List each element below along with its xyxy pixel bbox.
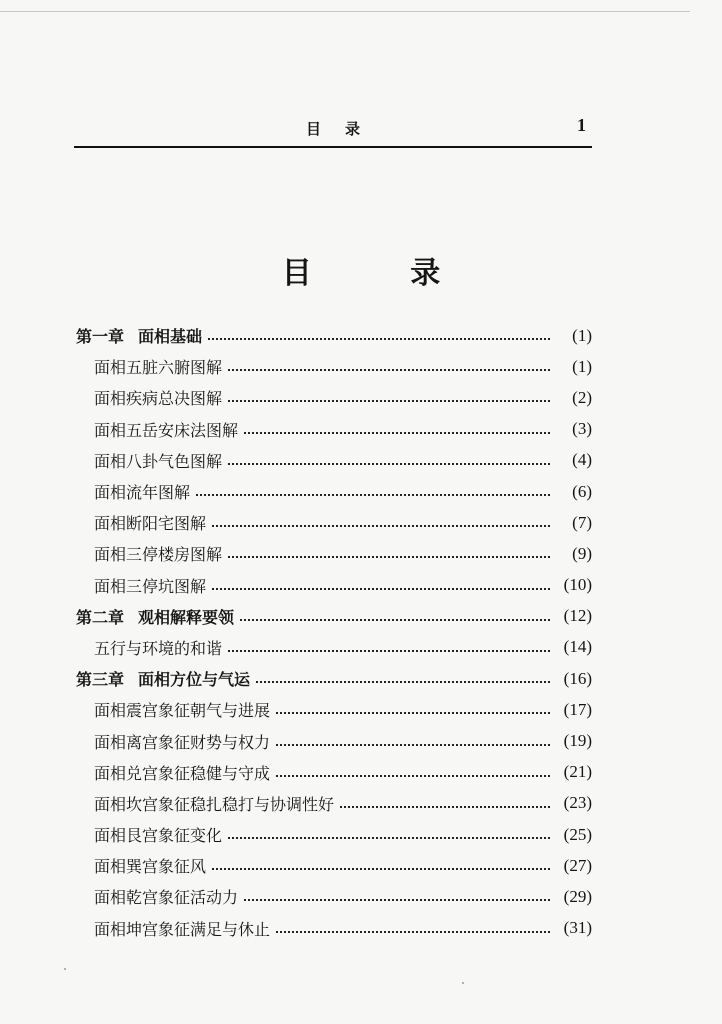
- toc-page-number: (25): [563, 824, 592, 844]
- toc-page-number: (1): [572, 325, 592, 345]
- toc-page-number: (6): [572, 481, 592, 501]
- toc-dot-leader: [228, 462, 550, 465]
- toc-page-number: (1): [572, 356, 592, 376]
- toc-page-number: (12): [563, 606, 592, 626]
- toc-entry-title: 面相断阳宅图解: [94, 514, 207, 534]
- toc-entry-title: 面相乾宫象征活动力: [94, 888, 239, 908]
- toc-section-row[interactable]: [76, 570, 592, 601]
- toc-chapter-row[interactable]: [76, 601, 592, 632]
- toc-page-number: (31): [563, 918, 592, 938]
- toc-section-row[interactable]: [76, 507, 592, 538]
- toc-dot-leader: [244, 898, 550, 901]
- toc-page-number: (19): [563, 731, 592, 751]
- toc-entry-title: 面相艮宫象征变化: [94, 826, 223, 846]
- scan-speck: [64, 968, 66, 970]
- toc-dot-leader: [196, 493, 550, 496]
- toc-entry-title: 面相基础: [138, 327, 203, 347]
- toc-dot-leader: [276, 743, 550, 746]
- toc-dot-leader: [340, 805, 550, 808]
- toc-entry-title: 面相离宫象征财势与权力: [94, 732, 271, 752]
- toc-entry-title: 面相三停楼房图解: [94, 545, 223, 565]
- toc-page-number: (21): [563, 762, 592, 782]
- toc-entry-title: 面相疾病总决图解: [94, 389, 223, 409]
- toc-entry-title: 面相震宫象征朝气与进展: [94, 701, 271, 721]
- toc-section-row[interactable]: [76, 632, 592, 663]
- toc-entry-title: 面相坤宫象征满足与休止: [94, 919, 271, 939]
- toc-page-number: (9): [572, 543, 592, 563]
- toc-dot-leader: [212, 587, 550, 590]
- toc-entry-title: 面相巽宫象征风: [94, 857, 207, 877]
- toc-entry-title: 面相三停坑图解: [94, 576, 207, 596]
- toc-dot-leader: [276, 774, 550, 777]
- toc-dot-leader: [228, 649, 550, 652]
- toc-section-row[interactable]: [76, 445, 592, 476]
- toc-entry-title: 面相方位与气运: [138, 670, 251, 690]
- toc-entry-title: 面相五岳安床法图解: [94, 420, 239, 440]
- toc-page-number: (29): [563, 886, 592, 906]
- toc-entry-title: 观相解释要领: [138, 607, 235, 627]
- toc-dot-leader: [240, 618, 550, 621]
- toc-entry-title: 面相流年图解: [94, 483, 191, 503]
- toc-chapter-row[interactable]: [76, 320, 592, 351]
- toc-section-row[interactable]: [76, 913, 592, 944]
- toc-dot-leader: [212, 867, 550, 870]
- toc-page-number: (23): [563, 793, 592, 813]
- toc-page-number: (4): [572, 450, 592, 470]
- scan-edge-line: [0, 11, 690, 12]
- toc-section-row[interactable]: [76, 351, 592, 382]
- toc-chapter-number: 第三章: [76, 670, 125, 690]
- toc-chapter-row[interactable]: [76, 663, 592, 694]
- toc-dot-leader: [256, 680, 550, 683]
- toc-dot-leader: [276, 711, 550, 714]
- toc-page-number: (14): [563, 637, 592, 657]
- toc-section-row[interactable]: [76, 476, 592, 507]
- toc-entry-title: 面相坎宫象征稳扎稳打与协调性好: [94, 794, 335, 814]
- toc-page-number: (3): [572, 419, 592, 439]
- toc-section-row[interactable]: [76, 788, 592, 819]
- page-title: 目 录: [281, 256, 485, 291]
- toc-section-row[interactable]: [76, 850, 592, 881]
- toc-entry-title: 面相兑宫象征稳健与守成: [94, 763, 271, 783]
- toc-page-number: (17): [563, 699, 592, 719]
- toc-entry-title: 面相八卦气色图解: [94, 451, 223, 471]
- toc-dot-leader: [228, 836, 550, 839]
- toc-dot-leader: [228, 555, 550, 558]
- toc-chapter-number: 第二章: [76, 607, 125, 627]
- toc-dot-leader: [244, 431, 550, 434]
- toc-page-number: (10): [563, 575, 592, 595]
- running-header-page-number: 1: [577, 115, 586, 135]
- toc-section-row[interactable]: [76, 414, 592, 445]
- toc-dot-leader: [228, 399, 550, 402]
- scan-speck: [462, 982, 464, 984]
- toc-section-row[interactable]: [76, 819, 592, 850]
- toc-entry-title: 五行与环境的和谐: [94, 638, 223, 658]
- toc-dot-leader: [228, 368, 550, 371]
- toc-dot-leader: [276, 930, 550, 933]
- running-header-title: 目录: [305, 120, 384, 138]
- toc-dot-leader: [212, 524, 550, 527]
- toc-section-row[interactable]: [76, 757, 592, 788]
- toc-chapter-number: 第一章: [76, 327, 125, 347]
- toc-entry-title: 面相五脏六腑图解: [94, 358, 223, 378]
- toc-section-row[interactable]: [76, 881, 592, 912]
- toc-section-row[interactable]: [76, 725, 592, 756]
- toc-section-row[interactable]: [76, 694, 592, 725]
- running-header: [74, 112, 592, 148]
- toc-page-number: (27): [563, 855, 592, 875]
- toc-page-number: (7): [572, 512, 592, 532]
- toc-dot-leader: [208, 337, 550, 340]
- toc-page-number: (2): [572, 387, 592, 407]
- toc-section-row[interactable]: [76, 538, 592, 569]
- toc-page-number: (16): [563, 668, 592, 688]
- toc-section-row[interactable]: [76, 382, 592, 413]
- table-of-contents: [76, 320, 592, 944]
